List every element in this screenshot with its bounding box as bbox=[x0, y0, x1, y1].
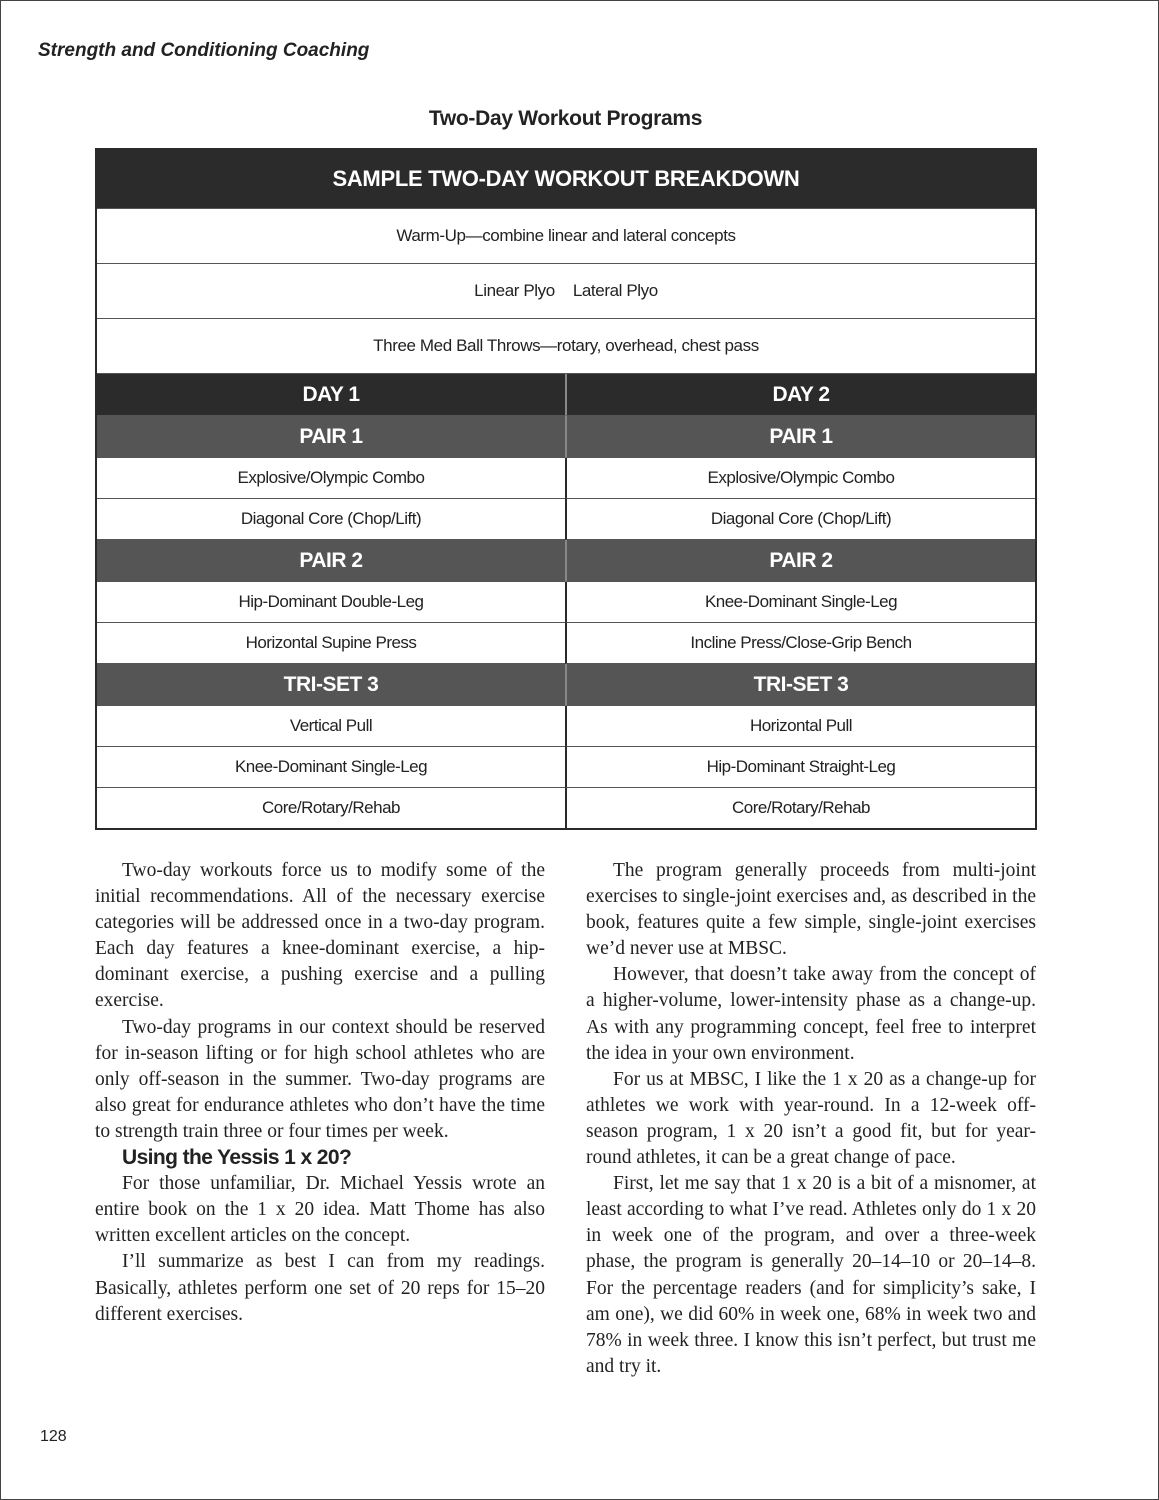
table-row bbox=[97, 458, 1035, 499]
table-row bbox=[97, 706, 1035, 747]
left-column bbox=[95, 858, 545, 1328]
day2-triset-header: TRI-SET 3 bbox=[565, 664, 1035, 706]
table-row bbox=[97, 499, 1035, 540]
table-cell: Core/Rotary/Rehab bbox=[262, 798, 400, 817]
table-cell: Diagonal Core (Chop/Lift) bbox=[97, 499, 565, 540]
running-head: Strength and Conditioning Coaching bbox=[38, 40, 370, 61]
day1-header: DAY 1 bbox=[97, 374, 565, 416]
pair1-header-row bbox=[97, 416, 1035, 458]
day2-header: DAY 2 bbox=[565, 374, 1035, 416]
table-cell: Explosive/Olympic Combo bbox=[565, 458, 1035, 499]
right-column bbox=[586, 858, 1036, 1380]
page-number: 128 bbox=[40, 1428, 67, 1445]
med-ball-row: Three Med Ball Throws—rotary, overhead, chest pass bbox=[97, 319, 1035, 374]
table-row bbox=[97, 788, 1035, 828]
paragraph: Two-day workouts force us to modify some of the initial recommendations. All of the necessary exercise categories will be addressed once in a two-day program. Each day features a knee-dominant exercise, a hip-dominant exercise, a pushing exercise and a pulling exercise. bbox=[95, 860, 545, 1012]
triset-header-row bbox=[97, 664, 1035, 706]
section-heading: Using the Yessis 1 x 20? bbox=[122, 1146, 352, 1170]
table-row bbox=[97, 582, 1035, 623]
warmup-row: Warm-Up—combine linear and lateral concepts bbox=[97, 209, 1035, 264]
day-header-row bbox=[97, 374, 1035, 416]
day1-triset-header: TRI-SET 3 bbox=[97, 664, 565, 706]
paragraph: First, let me say that 1 x 20 is a bit of a misnomer, at least according to what I’ve read. Athletes only do 1 x 20 in week one of the program, and over a three-week phase, the program is generally 20–14–10 or 20–14–8. For the percentage readers (and for simplicity’s sake, I am one), we did 60% in week one, 68% in week two and 78% in week three. I know this isn’t perfect, but trust me and try it. bbox=[586, 1173, 1036, 1377]
table-cell: Core/Rotary/Rehab bbox=[565, 788, 1035, 828]
table-cell: Knee-Dominant Single-Leg bbox=[97, 747, 565, 788]
day1-pair1-header: PAIR 1 bbox=[97, 416, 565, 458]
linear-plyo: Linear Plyo bbox=[474, 281, 555, 300]
day1-pair2-header: PAIR 2 bbox=[97, 540, 565, 582]
paragraph: For us at MBSC, I like the 1 x 20 as a change-up for athletes we work with year-round. In a 12-week off-season program, 1 x 20 isn’t a good fit, but for year-round athletes, it can be a great change of pace. bbox=[586, 1068, 1036, 1169]
table-cell: Vertical Pull bbox=[97, 706, 565, 747]
day2-pair2-header: PAIR 2 bbox=[565, 540, 1035, 582]
table-cell: Horizontal Pull bbox=[565, 706, 1035, 747]
paragraph: Two-day programs in our context should be reserved for in-season lifting or for high school athletes who are only off-season in the summer. Two-day programs are also great for endurance athletes who don’t have the time to strength train three or four times per week. bbox=[95, 1016, 545, 1142]
table-cell: Hip-Dominant Double-Leg bbox=[97, 582, 565, 623]
table-row bbox=[97, 623, 1035, 664]
paragraph: I’ll summarize as best I can from my readings. Basically, athletes perform one set of 20 reps for 15–20 different exercises. bbox=[95, 1251, 545, 1325]
day2-pair1-header: PAIR 1 bbox=[565, 416, 1035, 458]
table-title: Two-Day Workout Programs bbox=[428, 107, 703, 130]
table-cell: Knee-Dominant Single-Leg bbox=[565, 582, 1035, 623]
workout-table bbox=[95, 148, 1037, 830]
table-header: SAMPLE TWO-DAY WORKOUT BREAKDOWN bbox=[97, 150, 1035, 209]
table-cell: Hip-Dominant Straight-Leg bbox=[565, 747, 1035, 788]
paragraph: The program generally proceeds from multi-joint exercises to single-joint exercises and, as described in the book, features quite a few simple, single-joint exercises we’d never use at MBSC. bbox=[586, 860, 1036, 960]
paragraph: However, that doesn’t take away from the concept of a higher-volume, lower-intensity phase as a change-up. As with any programming concept, feel free to interpret the idea in your own environment. bbox=[586, 964, 1036, 1064]
table-cell: Incline Press/Close-Grip Bench bbox=[565, 623, 1035, 664]
table-cell: Diagonal Core (Chop/Lift) bbox=[565, 499, 1035, 540]
table-row bbox=[97, 747, 1035, 788]
table-cell: Horizontal Supine Press bbox=[97, 623, 565, 664]
pair2-header-row bbox=[97, 540, 1035, 582]
paragraph: For those unfamiliar, Dr. Michael Yessis wrote an entire book on the 1 x 20 idea. Matt Thome has also written excellent articles on the concept. bbox=[95, 1173, 545, 1247]
lateral-plyo: Lateral Plyo bbox=[572, 281, 658, 300]
table-cell: Explosive/Olympic Combo bbox=[97, 458, 565, 499]
plyo-row bbox=[97, 264, 1035, 319]
